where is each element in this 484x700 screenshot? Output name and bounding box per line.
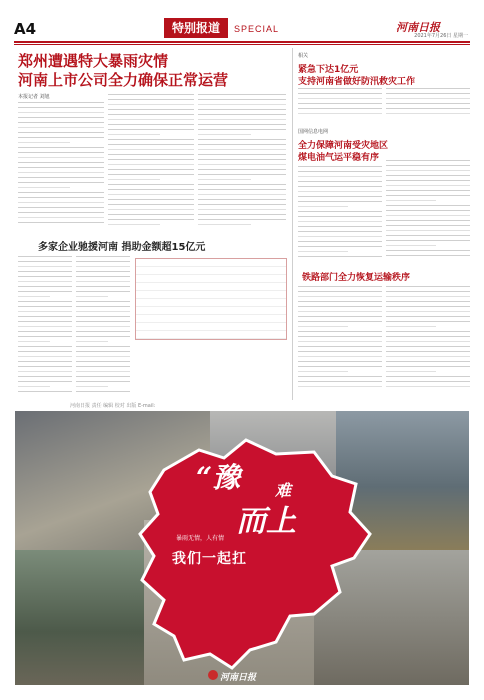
second-article-col-2 [76, 256, 130, 396]
text-line [386, 88, 470, 89]
text-line [18, 197, 104, 198]
text-line [386, 316, 470, 317]
text-line [18, 281, 72, 282]
text-line [18, 187, 70, 188]
text-line [298, 251, 348, 252]
text-line [298, 88, 382, 89]
text-line [198, 159, 286, 160]
text-line [298, 351, 382, 352]
text-line [108, 184, 194, 185]
main-headline-line-2: 河南上市公司全力确保正常运营 [18, 71, 229, 89]
text-line [108, 189, 194, 190]
text-line [198, 189, 286, 190]
sidebar-kicker: 相关 [298, 53, 309, 59]
text-line [198, 104, 286, 105]
text-line [198, 114, 286, 115]
text-line [108, 149, 194, 150]
slogan-together: 我们一起扛 [172, 551, 247, 567]
text-line [386, 160, 470, 161]
text-line [298, 336, 382, 337]
text-line [386, 98, 470, 99]
text-line [198, 124, 286, 125]
table-row [136, 275, 286, 283]
text-line [198, 174, 286, 175]
text-line [108, 219, 194, 220]
text-line [18, 202, 104, 203]
main-article-col-1 [18, 102, 104, 227]
text-line [298, 181, 382, 182]
text-line [76, 361, 130, 362]
slogan-yu: “豫 [196, 461, 241, 494]
text-line [386, 108, 470, 109]
slogan-nan: 难 [275, 481, 292, 500]
text-line [76, 316, 130, 317]
text-line [298, 371, 348, 372]
text-line [76, 301, 130, 302]
sidebar-item1-body-b [386, 88, 470, 118]
text-line [76, 271, 130, 272]
text-line [298, 306, 382, 307]
text-line [108, 204, 194, 205]
text-line [108, 114, 194, 115]
text-line [76, 331, 130, 332]
text-line [298, 286, 382, 287]
text-line [198, 119, 286, 120]
text-line [298, 201, 382, 202]
text-line [108, 124, 194, 125]
text-line [198, 139, 286, 140]
sidebar-item2-body-a [298, 166, 382, 261]
text-line [386, 250, 470, 251]
text-line [76, 356, 130, 357]
text-line [108, 144, 194, 145]
text-line [298, 196, 382, 197]
table-row [136, 299, 286, 307]
sidebar-item2-title-a: 全力保障河南受灾地区 [298, 141, 389, 151]
text-line [18, 207, 104, 208]
text-line [76, 286, 130, 287]
text-line [298, 256, 382, 257]
sidebar-item2-title-b: 煤电油气运平稳有序 [298, 153, 380, 163]
text-line [108, 199, 194, 200]
main-article-col-2 [108, 94, 194, 229]
text-line [108, 119, 194, 120]
text-line [386, 336, 470, 337]
text-line [198, 209, 286, 210]
text-line [298, 376, 382, 377]
text-line [386, 351, 470, 352]
text-line [18, 276, 72, 277]
text-line [108, 94, 194, 95]
text-line [76, 321, 130, 322]
text-line [198, 154, 286, 155]
text-line [18, 122, 104, 123]
text-line [76, 341, 108, 342]
text-line [298, 226, 382, 227]
text-line [108, 159, 194, 160]
text-line [386, 371, 436, 372]
text-line [298, 326, 348, 327]
text-line [298, 171, 382, 172]
text-line [298, 356, 382, 357]
text-line [298, 346, 382, 347]
text-line [198, 99, 286, 100]
second-article-headline: 多家企业驰援河南 捐助金额超15亿元 [38, 242, 206, 253]
main-article-col-3 [198, 94, 286, 229]
text-line [18, 177, 104, 178]
text-line [298, 386, 382, 387]
text-line [298, 296, 382, 297]
text-line [18, 316, 72, 317]
text-line [18, 192, 104, 193]
text-line [386, 225, 470, 226]
text-line [198, 129, 286, 130]
text-line [298, 216, 382, 217]
text-line [18, 102, 104, 103]
text-line [76, 386, 108, 387]
text-line [386, 326, 436, 327]
text-line [18, 271, 72, 272]
text-line [386, 376, 470, 377]
text-line [298, 166, 382, 167]
section-label: 特别报道 [164, 18, 228, 38]
text-line [298, 98, 382, 99]
logo-mark-icon [208, 670, 218, 680]
text-line [108, 194, 194, 195]
text-line [18, 162, 104, 163]
text-line [18, 346, 72, 347]
table-row [136, 267, 286, 275]
text-line [386, 301, 470, 302]
text-line [298, 191, 382, 192]
text-line [18, 351, 72, 352]
text-line [298, 366, 382, 367]
text-line [108, 99, 194, 100]
text-line [18, 117, 104, 118]
slogan-er-shang: 而上 [236, 504, 296, 539]
text-line [18, 142, 70, 143]
text-line [386, 200, 436, 201]
text-line [298, 321, 382, 322]
text-line [18, 112, 104, 113]
sidebar-item2-kicker: 国网信息电网 [298, 129, 329, 135]
text-line [76, 266, 130, 267]
text-line [76, 371, 130, 372]
text-line [18, 286, 72, 287]
text-line [108, 104, 194, 105]
main-headline-line-1: 郑州遭遇特大暴雨灾情 [18, 52, 169, 70]
column-divider [292, 48, 293, 400]
text-line [18, 341, 50, 342]
text-line [298, 93, 382, 94]
text-line [18, 321, 72, 322]
issue-date: 2021年7月26日 星期一 [414, 33, 468, 39]
table-row [136, 331, 286, 339]
text-line [386, 235, 470, 236]
text-line [76, 281, 130, 282]
text-line [18, 182, 104, 183]
text-line [76, 346, 130, 347]
text-line [386, 103, 470, 104]
text-line [18, 172, 104, 173]
text-line [298, 206, 348, 207]
donation-table [135, 258, 287, 340]
text-line [386, 180, 470, 181]
text-line [386, 113, 470, 114]
text-line [298, 236, 382, 237]
second-article-col-1 [18, 256, 72, 396]
table-row [136, 291, 286, 299]
text-line [198, 179, 251, 180]
text-line [18, 256, 72, 257]
text-line [18, 167, 104, 168]
slogan-subtitle: 暴雨无情，人有情 [176, 535, 225, 542]
text-line [298, 331, 382, 332]
text-line [18, 291, 72, 292]
text-line [386, 296, 470, 297]
text-line [18, 356, 72, 357]
text-line [298, 301, 382, 302]
text-line [108, 134, 160, 135]
text-line [386, 286, 470, 287]
text-line [76, 256, 130, 257]
text-line [386, 185, 470, 186]
table-row [136, 259, 286, 267]
text-line [18, 261, 72, 262]
text-line [198, 219, 286, 220]
text-line [198, 184, 286, 185]
text-line [298, 231, 382, 232]
newspaper-logo: 河南日报 [396, 21, 440, 34]
text-line [108, 174, 194, 175]
text-line [386, 366, 470, 367]
text-line [386, 210, 470, 211]
text-line [298, 311, 382, 312]
text-line [108, 214, 194, 215]
text-line [18, 296, 50, 297]
text-line [76, 351, 130, 352]
text-line [76, 311, 130, 312]
sidebar-item1-title-b: 支持河南省做好防汛救灾工作 [298, 77, 416, 87]
header-rule-thin [14, 44, 470, 45]
text-line [18, 301, 72, 302]
table-row [136, 307, 286, 315]
text-line [108, 224, 160, 225]
page-number: A4 [14, 20, 37, 38]
sidebar-item3-body-b [386, 286, 470, 391]
text-line [386, 220, 470, 221]
editor-credit: 河南日报 责任 编辑 校对 出版 E-mail: [70, 403, 156, 409]
text-line [386, 361, 470, 362]
text-line [198, 194, 286, 195]
text-line [76, 296, 108, 297]
page-header [14, 18, 470, 40]
text-line [76, 391, 130, 392]
text-line [198, 214, 286, 215]
text-line [386, 215, 470, 216]
text-line [18, 212, 104, 213]
text-line [198, 164, 286, 165]
table-row [136, 315, 286, 323]
text-line [18, 311, 72, 312]
text-line [198, 134, 251, 135]
text-line [198, 199, 286, 200]
text-line [298, 361, 382, 362]
text-line [298, 316, 382, 317]
sidebar-item1-body-a [298, 88, 382, 118]
text-line [18, 391, 72, 392]
text-line [18, 326, 72, 327]
text-line [76, 366, 130, 367]
text-line [76, 376, 130, 377]
text-line [76, 261, 130, 262]
text-line [108, 109, 194, 110]
text-line [18, 217, 104, 218]
text-line [298, 176, 382, 177]
table-row [136, 283, 286, 291]
text-line [386, 386, 470, 387]
text-line [108, 169, 194, 170]
text-line [386, 230, 470, 231]
text-line [76, 276, 130, 277]
sidebar-item3-title: 铁路部门全力恢复运输秩序 [302, 273, 411, 283]
text-line [76, 326, 130, 327]
text-line [198, 144, 286, 145]
text-line [18, 132, 104, 133]
text-line [18, 331, 72, 332]
text-line [76, 336, 130, 337]
text-line [386, 190, 470, 191]
text-line [18, 157, 104, 158]
text-line [298, 246, 382, 247]
text-line [108, 154, 194, 155]
text-line [386, 381, 470, 382]
text-line [198, 204, 286, 205]
text-line [76, 291, 130, 292]
text-line [18, 366, 72, 367]
text-line [198, 109, 286, 110]
text-line [298, 291, 382, 292]
text-line [18, 306, 72, 307]
text-line [386, 306, 470, 307]
text-line [18, 222, 104, 223]
text-line [386, 341, 470, 342]
text-line [18, 137, 104, 138]
text-line [298, 211, 382, 212]
text-line [298, 108, 382, 109]
text-line [18, 381, 72, 382]
text-line [298, 241, 382, 242]
text-line [76, 381, 130, 382]
text-line [18, 107, 104, 108]
text-line [386, 291, 470, 292]
text-line [198, 169, 286, 170]
text-line [386, 205, 470, 206]
section-label-en: SPECIAL [234, 24, 280, 34]
text-line [18, 386, 50, 387]
text-line [386, 331, 470, 332]
text-line [386, 321, 470, 322]
text-line [298, 113, 382, 114]
bottom-logo: 河南日报 [220, 673, 257, 683]
text-line [108, 164, 194, 165]
text-line [298, 103, 382, 104]
text-line [198, 149, 286, 150]
text-line [108, 209, 194, 210]
text-line [386, 245, 436, 246]
text-line [18, 376, 72, 377]
text-line [198, 224, 251, 225]
text-line [18, 336, 72, 337]
text-line [298, 186, 382, 187]
text-line [386, 170, 470, 171]
main-headline [18, 52, 228, 90]
text-line [18, 152, 104, 153]
sidebar-item1-title-a: 紧急下达1亿元 [298, 65, 359, 75]
text-line [386, 356, 470, 357]
text-line [108, 139, 194, 140]
text-line [108, 129, 194, 130]
sidebar-item2-body-b [386, 160, 470, 260]
text-line [386, 195, 470, 196]
text-line [386, 93, 470, 94]
sidebar-item3-body-a [298, 286, 382, 391]
byline: 本报记者 刘旭 [18, 94, 50, 100]
text-line [198, 94, 286, 95]
text-line [18, 127, 104, 128]
text-line [18, 361, 72, 362]
text-line [386, 175, 470, 176]
text-line [386, 165, 470, 166]
text-line [18, 147, 104, 148]
text-line [386, 255, 470, 256]
text-line [18, 266, 72, 267]
text-line [386, 240, 470, 241]
text-line [386, 311, 470, 312]
text-line [298, 381, 382, 382]
table-row [136, 323, 286, 331]
text-line [108, 179, 160, 180]
text-line [18, 371, 72, 372]
text-line [298, 341, 382, 342]
header-rule [14, 41, 470, 43]
text-line [386, 346, 470, 347]
text-line [298, 221, 382, 222]
text-line [76, 306, 130, 307]
